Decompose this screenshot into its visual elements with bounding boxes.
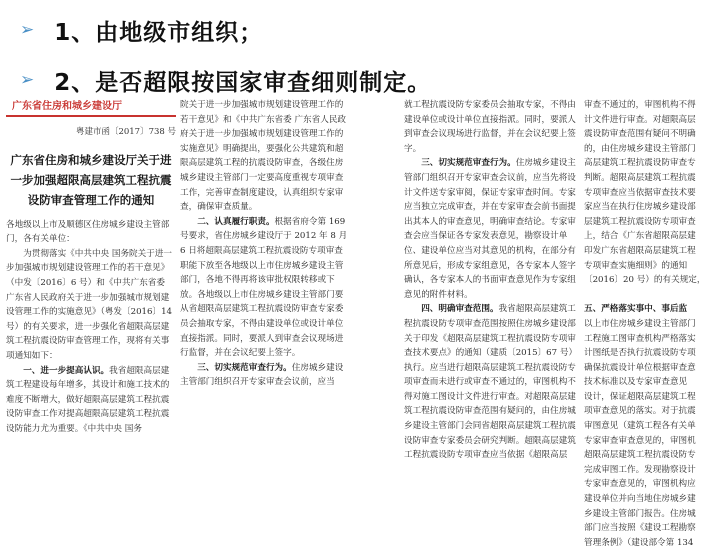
section-1-body: 我省超限高层建筑工程建设每年增多，其设计和施工技术的难度不断增大，做好超限高层建筑工程抗震设防审查工作对提高超限高层建筑工程抗震设防能力尤为重要。《中共中央 国务	[6, 365, 170, 434]
section-2-heading: 二、认真履行职责。	[197, 216, 275, 227]
section-3-body: 住房城乡建设主管部门组织召开专家审查会议前，应当	[180, 362, 344, 388]
col4-line: 技术标准以及专家审查意见	[584, 377, 688, 388]
bullet-text-2: 2、是否超限按国家审查细则制定。	[54, 70, 432, 96]
col4-line: 审查不通过的，审图机构不得	[584, 100, 696, 110]
document-header: 广东省住房和城乡建设厅	[6, 98, 176, 117]
document-column-3	[404, 98, 576, 461]
col4-line: 工程施工图审查机构严格落实	[584, 333, 696, 344]
document-title: 广东省住房和城乡建设厅关于进一步加强超限高层建筑工程抗震设防审查管理工作的通知	[10, 152, 172, 207]
col4-line: 专项审查应当依据审查技术要	[584, 187, 696, 198]
arrow-bullet-icon: ➢	[20, 20, 35, 40]
addressee: 各地级以上市及顺德区住房城乡建设主管部门，各有关单位：	[6, 219, 170, 245]
col4-line: 的，由住房城乡建设主管部门	[584, 143, 696, 154]
bullet-line-2	[20, 64, 431, 97]
col4-line: 建设单位并向当地住房城乡建	[584, 494, 696, 505]
col4-line: 家应当在执行住房城乡建设部	[584, 202, 696, 213]
section-4-body: 我省超限高层建筑工程抗震设防专项审查范围按照住房城乡建设部关于印发《超限高层建筑工程抗震设防专项审查技术要点》的通知（建质〔2015〕67 号）执行。应当进行超限高层建筑工程抗震设防专项审查而未进行或审查不通过的，审图机构不得对施工图设计文件进行审查。对超限高层建筑工程抗震设防审查范围有疑问的，由住房城乡建设主管部门会同省超限高层建筑工程抗震设防审查专家委员会研究判断。超限高层建筑工程抗震设防专项审查应当依据《超限高层	[404, 304, 576, 461]
col4-line: 设计，保证超限高层建筑工程	[584, 391, 696, 402]
arrow-bullet-icon: ➢	[20, 70, 35, 90]
col4-line: 层建筑工程抗震设防专项审查	[584, 216, 696, 227]
col4-line: 印发广东省超限高层建筑工程	[584, 245, 696, 256]
col4-line: 项审查意见的落实。对于抗震	[584, 406, 696, 417]
col2-continued-text: 院关于进一步加强城市规划建设管理工作的若干意见》和《中共广东省委 广东省人民政府关于进一步加强城市规划建设管理工作的实施意见》明确提出，要强化公共建筑和超限高层建筑工程的抗震设防审查，各级住房城乡建设主管部门一定要高度重视专项审查工作，完善审查制度建设，认真组织专家审查，确保审查质量。	[180, 100, 347, 213]
col4-section-5-heading: 五、严格落实事中、事后监	[584, 304, 688, 315]
col4-line: 上，结合《广东省超限高层建	[584, 231, 696, 242]
col4-line: 计文件进行审查。对超限高层	[584, 114, 696, 125]
col4-line: 专家审查审查意见的，审图机	[584, 435, 696, 446]
col4-line: 审图意见（建筑工程各有关单	[584, 421, 696, 432]
section-1-heading: 一、进一步提高认识。	[23, 365, 110, 376]
col4-line: 部门应当按照《建设工程勘察	[584, 523, 696, 534]
bullet-text-1: 1、由地级市组织；	[54, 20, 264, 46]
col4-line: 判断。超限高层建筑工程抗震	[584, 172, 696, 183]
col4-line: 管理条例》（建设部令第 134	[584, 537, 694, 548]
bullet-line-1	[20, 14, 263, 47]
col4-line: 确保抗震设计单位根据审查意	[584, 362, 696, 373]
col4-line	[584, 288, 692, 303]
col4-line: 专家审查意见的，审图机构应	[584, 479, 696, 490]
col4-line: 完成审图工作。发现勘察设计	[584, 464, 696, 475]
col4-line: 专项审查实施细则》的通知	[584, 260, 688, 271]
col4-line: 高层建筑工程抗震设防审查专	[584, 158, 696, 169]
document-column-1	[6, 98, 176, 439]
intro-paragraph: 为贯彻落实《中共中央 国务院关于进一步加强城市规划建设管理工作的若干意见》（中发〔2016〕6 号）和《中共广东省委 广东省人民政府关于进一步加强城市规划建设管理工作的实施意见》（粤发〔2016〕14 号）的有关要求，进一步强化省超限高层建筑工程抗震设防审查管理工作，现将有关事项通知如下：	[6, 248, 173, 361]
col4-line: 乡建设主管部门报告。住房城	[584, 508, 696, 519]
section-2-body: 根据省府令第 169 号要求，省住房城乡建设厅于 2012 年 8 月 6 日将超限高层建筑工程抗震设防专项审查职能下放至各地级以上市住房城乡建设主管部门，各地不得再将该审批权限转移或下放。各地级以上市住房城乡建设主管部门要从省超限高层建筑工程抗震设防审查专家委员会抽取专家，不得由建设单位或设计单位直接指派。同时，要派人到审查会议现场进行监督，并在会议纪要上签字。	[180, 216, 348, 359]
col4-line: 计图纸是否执行抗震设防专项	[584, 348, 696, 359]
document-number: 粤建市函〔2017〕738 号	[75, 127, 176, 137]
col4-line: 超限高层建筑工程抗震设防专	[584, 450, 696, 461]
col4-line: 震设防审查范围有疑问不明确	[584, 129, 696, 140]
section-3-heading: 三、切实规范审查行为。	[197, 362, 292, 373]
section-4-heading: 四、明确审查范围。	[421, 304, 499, 315]
col3-continued-text: 就工程抗震设防专家委员会抽取专家，不得由建设单位或设计单位直接指派。同时，要派人到审查会议现场进行监督，并在会议纪要上签字。	[404, 100, 576, 154]
document-column-4	[584, 98, 705, 548]
section-3b-body: 住房城乡建设主管部门组织召开专家审查会议前，应当先将设计文件送专家审阅，保证专家审查时间。专家应当独立完成审查，并在专家审查会前书面提出其本人的审查意见，明确审查结论。专家审查会应当保证各专家发表意见，勘察设计单位、建设单位应当对其意见的机构，在部分有所意见后，形成专家组意见，各专家本人签字确认，各专家本人的书面审查意见作为专家组意见的附件材料。	[404, 158, 576, 300]
document-column-2	[180, 98, 348, 439]
section-3b-heading: 三、切实规范审查行为。	[421, 158, 516, 169]
col4-line: 〔2016〕20 号）的有关规定，	[584, 275, 705, 286]
col4-line: 以上市住房城乡建设主管部门	[584, 318, 696, 329]
